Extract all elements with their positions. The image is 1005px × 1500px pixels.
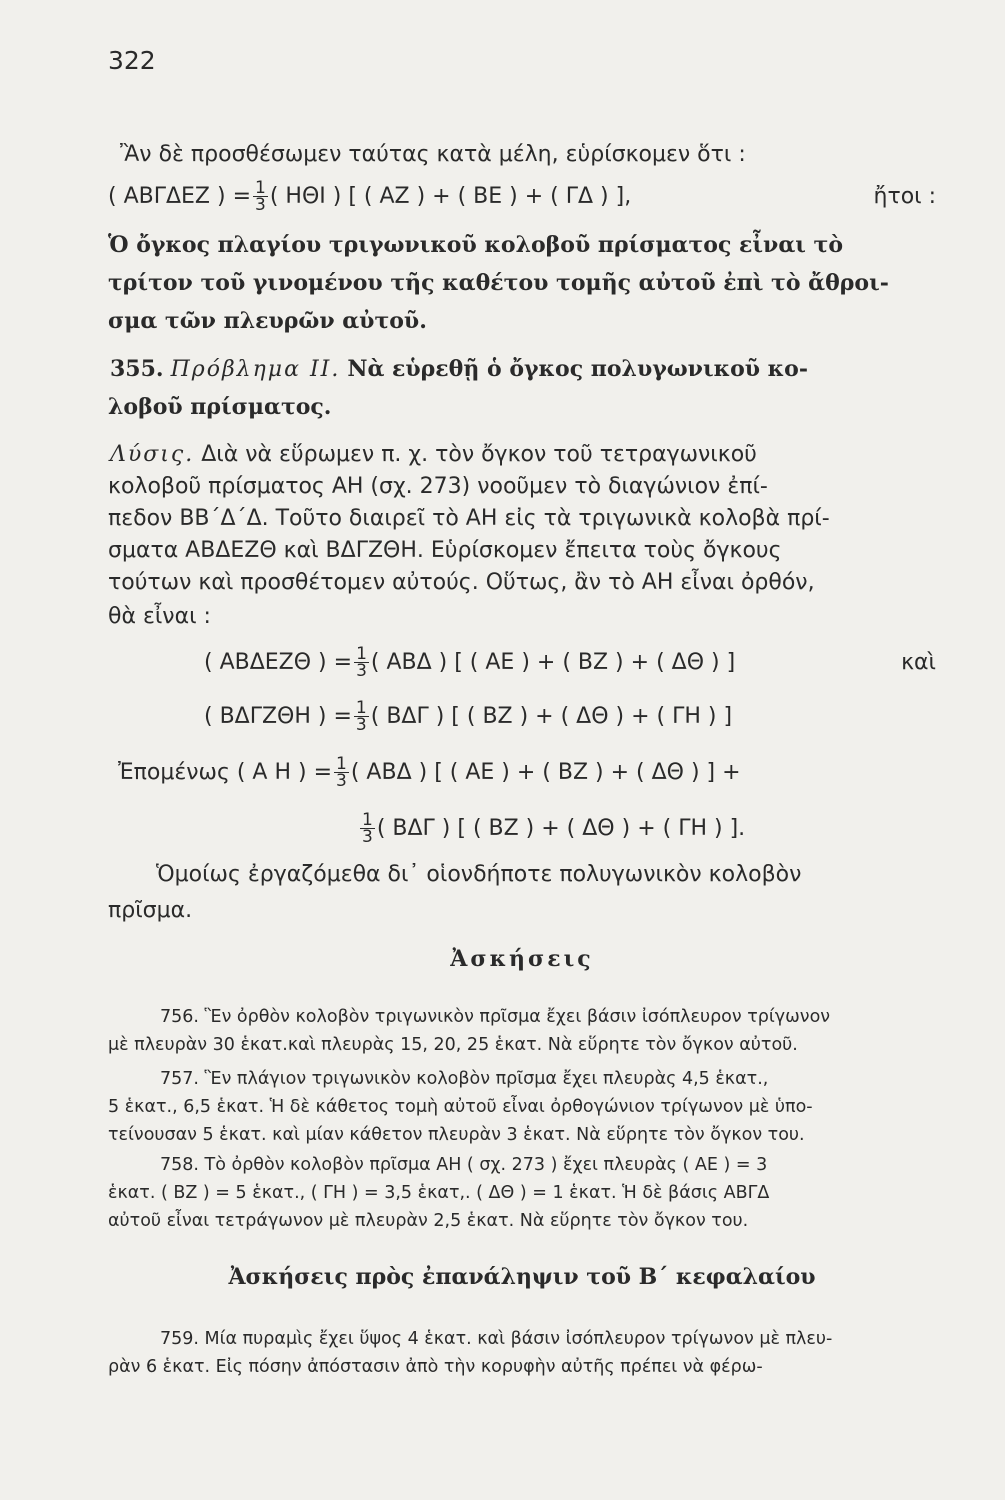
exercise-757-line-1: 757. Ἓν πλάγιον τριγωνικὸν κολοβὸν πρῖσμα ἔχει πλευρὰς 4,5 ἑκατ.,	[160, 1069, 769, 1089]
problem-355-heading-2: λοβοῦ πρίσματος.	[108, 394, 332, 420]
equation-4: Ἐπομένως ( Α Η ) = $\frac{1}{3}$ ( ΑΒΔ ) [ ( ΑΕ ) + ( ΒΖ ) + ( ΔΘ ) ] +	[118, 754, 741, 791]
solution-line-3: πεδον ΒΒ΄Δ΄Δ. Τοῦτο διαιρεῖ τὸ ΑΗ εἰς τὰ τριγωνικὰ κολοβὰ πρί-	[108, 506, 830, 531]
fraction-one-third: $\frac{1}{3}$	[255, 178, 266, 215]
exercise-758-line-2: ἑκατ. ( ΒΖ ) = 5 ἑκατ., ( ΓΗ ) = 3,5 ἑκατ,. ( ΔΘ ) = 1 ἑκατ. Ἡ δὲ βάσις ΑΒΓΔ	[108, 1183, 770, 1203]
solution-line-2: κολοβοῦ πρίσματος ΑΗ (σχ. 273) νοοῦμεν τὸ διαγώνιον ἐπί-	[108, 474, 768, 499]
solution-line-6: θὰ εἶναι :	[108, 604, 211, 629]
fraction-one-third: $\frac{1}{3}$	[356, 644, 367, 681]
solution-line-1: Λύσις. Διὰ νὰ εὕρωμεν π. χ. τὸν ὄγκον τοῦ τετραγωνικοῦ	[110, 442, 757, 467]
exercise-756-line-2: μὲ πλευρὰν 30 ἑκατ.καὶ πλευρὰς 15, 20, 25 ἑκατ. Νὰ εὕρητε τὸν ὄγκον αὐτοῦ.	[108, 1035, 798, 1055]
page	[108, 40, 936, 1480]
solution-line-4: σματα ΑΒΔΕΖΘ καὶ ΒΔΓΖΘΗ. Εὑρίσκομεν ἔπειτα τοὺς ὄγκους	[108, 538, 782, 563]
exercise-757-line-2: 5 ἑκατ., 6,5 ἑκατ. Ἡ δὲ κάθετος τομὴ αὐτοῦ εἶναι ὀρθογώνιον τρίγωνον μὲ ὑπο-	[108, 1097, 813, 1117]
equation-1	[108, 180, 936, 213]
solution-line-5: τούτων καὶ προσθέτομεν αὐτούς. Οὕτως, ἂν τὸ ΑΗ εἶναι ὀρθόν,	[108, 570, 815, 595]
equation-3: ( ΒΔΓΖΘΗ ) = $\frac{1}{3}$ ( ΒΔΓ ) [ ( ΒΖ ) + ( ΔΘ ) + ( ΓΗ ) ]	[204, 698, 733, 735]
exercise-758-line-3: αὐτοῦ εἶναι τετράγωνον μὲ πλευρὰν 2,5 ἑκατ. Νὰ εὕρητε τὸν ὄγκον του.	[108, 1211, 749, 1231]
problem-355-heading: 355. Πρόβλημα ΙΙ. Νὰ εὑρεθῇ ὁ ὄγκος πολυγωνικοῦ κο-	[110, 356, 808, 382]
review-exercises-heading: Ἀσκήσεις πρὸς ἐπανάληψιν τοῦ Β΄ κεφαλαίου	[228, 1264, 816, 1290]
page-number: 322	[108, 46, 156, 75]
exercise-758-line-1: 758. Τὸ ὀρθὸν κολοβὸν πρῖσμα ΑΗ ( σχ. 273 ) ἔχει πλευρὰς ( ΑΕ ) = 3	[160, 1155, 768, 1175]
theorem-line-2: τρίτον τοῦ γινομένου τῆς καθέτου τομῆς αὐτοῦ ἐπὶ τὸ ἄθροι-	[108, 270, 889, 296]
text-line: Ὁμοίως ἐργαζόμεθα δι᾽ οἱονδήποτε πολυγωνικὸν κολοβὸν	[156, 862, 802, 887]
exercise-759-line-2: ρὰν 6 ἑκατ. Εἰς πόσην ἀπόστασιν ἀπὸ τὴν κορυφὴν αὐτῆς πρέπει νὰ φέρω-	[108, 1357, 763, 1377]
text-line: πρῖσμα.	[108, 898, 193, 923]
fraction-one-third: $\frac{1}{3}$	[362, 810, 373, 847]
theorem-line-3: σμα τῶν πλευρῶν αὐτοῦ.	[108, 308, 427, 334]
theorem-line-1: Ὁ ὄγκος πλαγίου τριγωνικοῦ κολοβοῦ πρίσματος εἶναι τὸ	[108, 232, 844, 258]
fraction-one-third: $\frac{1}{3}$	[355, 698, 367, 735]
eq-right: ( ΗΘΙ ) [ ( ΑΖ ) + ( ΒΕ ) + ( ΓΔ ) ],	[269, 184, 632, 209]
eq-tail: ἤτοι :	[873, 184, 936, 209]
text-line: Ἂν δὲ προσθέσωμεν ταύτας κατὰ μέλη, εὑρίσκομεν ὅτι :	[120, 142, 746, 167]
exercise-757-line-3: τείνουσαν 5 ἑκατ. καὶ μίαν κάθετον πλευρὰν 3 ἑκατ. Νὰ εὕρητε τὸν ὄγκον του.	[108, 1125, 805, 1145]
equation-2: ( ΑΒΔΕΖΘ ) = $\frac{1}{3}$ ( ΑΒΔ ) [ ( ΑΕ ) + ( ΒΖ ) + ( ΔΘ ) ] καὶ	[204, 644, 936, 681]
equation-5: $\frac{1}{3}$ ( ΒΔΓ ) [ ( ΒΖ ) + ( ΔΘ ) + ( ΓΗ ) ].	[362, 810, 746, 847]
exercise-756-line-1: 756. Ἓν ὀρθὸν κολοβὸν τριγωνικὸν πρῖσμα ἔχει βάσιν ἰσόπλευρον τρίγωνον	[160, 1007, 831, 1027]
exercises-heading: Ἀσκήσεις	[450, 946, 594, 972]
exercise-759-line-1: 759. Μία πυραμὶς ἔχει ὕψος 4 ἑκατ. καὶ βάσιν ἰσόπλευρον τρίγωνον μὲ πλευ-	[160, 1329, 833, 1349]
fraction-one-third: $\frac{1}{3}$	[336, 754, 347, 791]
eq-left: ( ΑΒΓΔΕΖ ) =	[108, 184, 251, 209]
